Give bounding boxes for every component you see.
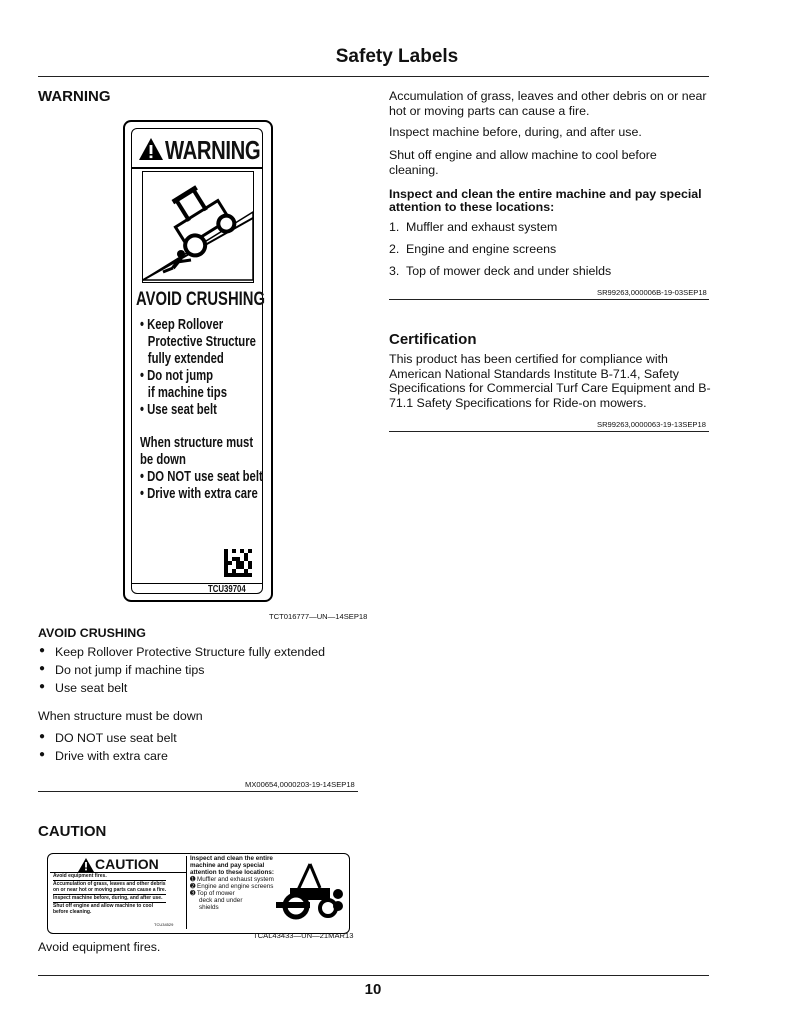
avoid-crushing-heading: AVOID CRUSHING bbox=[38, 626, 146, 640]
caution-triangle-icon bbox=[78, 858, 94, 872]
caution-left-line: Accumulation of grass, leaves and other debris bbox=[53, 880, 166, 887]
number-three-icon: ➌ bbox=[190, 889, 197, 897]
warning-label-text-b bbox=[140, 435, 297, 503]
caution-left-panel bbox=[50, 856, 187, 929]
crush-pictogram-frame bbox=[142, 171, 254, 283]
warning-label-line: • Do not jump bbox=[140, 368, 214, 384]
warning-figure-ref: TCT016777—UN—14SEP18 bbox=[269, 612, 368, 621]
caution-figure-ref: TCAL43433—UN—21MAR13 bbox=[253, 931, 354, 940]
warning-label-banner-text: WARNING bbox=[165, 135, 261, 165]
shutoff-paragraph: Shut off engine and allow machine to cool before cleaning. bbox=[389, 148, 657, 177]
caution-caption: Avoid equipment fires. bbox=[38, 940, 161, 954]
number-two-icon: ➋ bbox=[190, 883, 198, 891]
number-one-icon: ➊ bbox=[190, 876, 198, 884]
inspect-locations-heading: Inspect and clean the entire machine and pay special attention to these locations: bbox=[389, 187, 702, 214]
caution-label-banner-text: CAUTION bbox=[95, 856, 159, 872]
warning-label-line: • DO NOT use seat belt bbox=[140, 469, 263, 485]
footer-rule bbox=[38, 975, 709, 976]
caution-right-item: ➌ Top of mower bbox=[190, 889, 235, 897]
warning-triangle-icon bbox=[138, 137, 164, 161]
fire-paragraph: Accumulation of grass, leaves and other debris on or near hot or moving parts can cause a fire. bbox=[389, 89, 707, 118]
page-title: Safety Labels bbox=[335, 46, 459, 67]
list-item: 2. Engine and engine screens bbox=[389, 242, 557, 256]
inspect-locations-list bbox=[389, 220, 709, 279]
warning-label-image bbox=[123, 120, 273, 602]
list-item: ● Keep Rollover Protective Structure fully extended bbox=[38, 645, 358, 660]
warning-label-line: When structure must bbox=[140, 435, 254, 451]
structure-down-text: When structure must be down bbox=[38, 709, 203, 723]
rollover-crush-pictogram-icon bbox=[143, 172, 253, 282]
caution-left-line: Shut off engine and allow machine to cool bbox=[53, 902, 154, 909]
warning-heading: WARNING bbox=[38, 88, 111, 105]
fire-end-rule bbox=[389, 299, 709, 300]
qr-code-icon bbox=[224, 549, 252, 577]
title-rule bbox=[38, 76, 709, 77]
warning-label-line: • Use seat belt bbox=[140, 402, 217, 418]
warning-label-banner bbox=[138, 135, 261, 165]
list-item: ● DO NOT use seat belt bbox=[38, 731, 358, 746]
caution-label-image bbox=[47, 853, 350, 934]
list-item: ● Use seat belt bbox=[38, 681, 358, 696]
banner-divider bbox=[132, 167, 262, 169]
page-number: 10 bbox=[364, 981, 382, 998]
warning-label-code: TCU39704 bbox=[208, 584, 246, 595]
list-item: 1. Muffler and exhaust system bbox=[389, 220, 558, 234]
caution-right-item-cont: deck and under bbox=[199, 896, 243, 904]
warning-label-line: Protective Structure bbox=[147, 334, 256, 350]
warning-label-line: fully extended bbox=[147, 351, 224, 367]
warning-label-subhead: AVOID CRUSHING bbox=[136, 289, 266, 310]
caution-right-text bbox=[190, 856, 274, 911]
caution-right-head: attention to these locations: bbox=[190, 868, 274, 876]
certification-heading: Certification bbox=[389, 331, 477, 348]
warning-label-line: if machine tips bbox=[147, 385, 227, 401]
caution-right-item: ➊ Muffler and exhaust system bbox=[190, 876, 274, 884]
list-item: 3. Top of mower deck and under shields bbox=[389, 264, 612, 278]
structure-down-list bbox=[38, 731, 358, 764]
caution-right-item-cont: shields bbox=[199, 903, 219, 911]
warning-doc-ref: MX00654,0000203-19-14SEP18 bbox=[245, 780, 355, 789]
list-item: ● Do not jump if machine tips bbox=[38, 663, 358, 678]
warning-label-line: • Drive with extra care bbox=[140, 486, 258, 502]
warning-label-line: • Keep Rollover bbox=[140, 317, 224, 333]
caution-left-line: before cleaning. bbox=[53, 908, 92, 915]
caution-left-line: on or near hot or moving parts can cause a fire. bbox=[53, 886, 167, 893]
list-item: ● Drive with extra care bbox=[38, 749, 358, 764]
caution-right-head: Inspect and clean the entire bbox=[190, 855, 273, 862]
fire-doc-ref: SR99263,000006B-19-03SEP18 bbox=[597, 288, 707, 297]
caution-left-line: Avoid equipment fires. bbox=[53, 874, 166, 881]
inspect-paragraph: Inspect machine before, during, and after use. bbox=[389, 125, 642, 139]
caution-left-text bbox=[53, 874, 166, 915]
certification-end-rule bbox=[389, 431, 709, 432]
warning-end-rule bbox=[38, 791, 358, 792]
caution-right-head: machine and pay special bbox=[190, 861, 265, 869]
avoid-crushing-list bbox=[38, 645, 358, 696]
warning-label-line: be down bbox=[140, 452, 186, 468]
caution-left-line: Inspect machine before, during, and after use. bbox=[53, 896, 166, 903]
warning-label-text-a bbox=[140, 317, 289, 419]
certification-text: This product has been certified for compliance with American National Standards Institute B-71.4, Safety Specifications for Commercial Turf Care Equipment and B-71.1 Safety Specifications for Ride-on mowers. bbox=[389, 352, 711, 410]
warning-label-inner bbox=[131, 128, 266, 595]
caution-right-item: ➋ Engine and engine screens bbox=[190, 883, 274, 891]
caution-heading: CAUTION bbox=[38, 823, 107, 840]
certification-doc-ref: SR99263,0000063-19-13SEP18 bbox=[597, 420, 706, 429]
mower-pictogram-icon bbox=[276, 860, 346, 922]
caution-left-code: TCU34529 bbox=[154, 922, 174, 927]
